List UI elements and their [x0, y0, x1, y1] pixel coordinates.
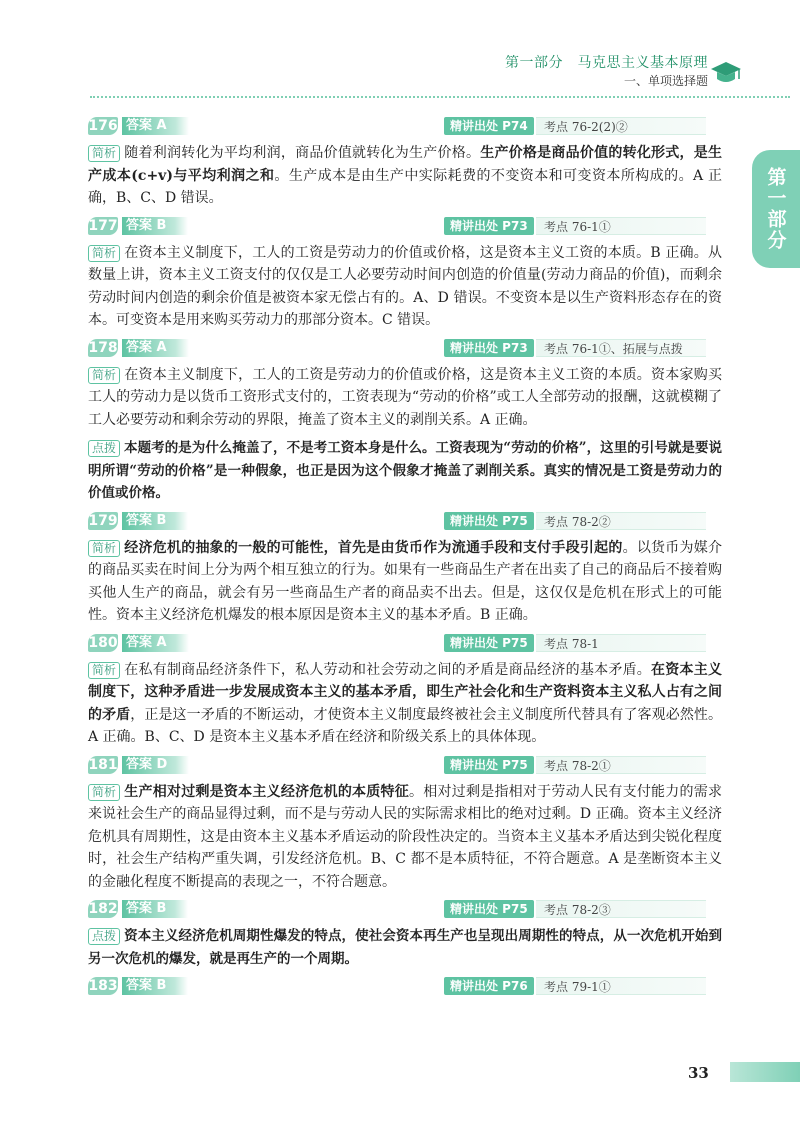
answer-label: 答案 B — [122, 217, 188, 235]
paragraph-text: 。生产成本是由生产中实际耗费的不变资本和可变资本所构成的。A 正确，B、C、D 错误。 — [88, 167, 723, 206]
emphasis-text: 在资本主义制度下，这种矛盾进一步发展成资本主义的基本矛盾，即生产社会化和生产资料资本主义私人占有之间的矛盾 — [88, 661, 722, 723]
question-number: 183 — [88, 978, 118, 994]
header-subtitle: 一、单项选择题 — [623, 74, 708, 88]
question-number: 176 — [88, 118, 118, 134]
question-number: 179 — [88, 512, 118, 529]
question-number: 177 — [88, 217, 118, 234]
analysis-tag: 简析 — [88, 245, 120, 262]
analysis-tag: 简析 — [88, 540, 120, 557]
question-block — [88, 755, 722, 894]
source-reference: 精讲出处 P74 — [444, 117, 534, 135]
paragraph-text: ，正是这一矛盾的不断运动，才使资本主义制度最终被社会主义制度所代替具有了客观必然性。A 正确。B、C、D 是资本主义基本矛盾在经济和阶级关系上的具体体现。 — [88, 706, 723, 745]
question-block — [88, 633, 722, 749]
source-reference: 精讲出处 P73 — [444, 217, 534, 235]
question-header — [88, 755, 722, 777]
question-block — [88, 511, 722, 627]
tip-tag: 点拨 — [88, 440, 120, 457]
section-side-tab — [752, 150, 800, 268]
analysis-paragraph — [88, 364, 722, 432]
question-header — [88, 511, 722, 533]
answer-label: 答案 B — [122, 977, 188, 995]
analysis-tag: 简析 — [88, 662, 120, 679]
question-header — [88, 976, 722, 998]
answer-label: 答案 B — [122, 900, 188, 918]
side-tab-label: 第一部分 — [764, 167, 787, 251]
answer-label: 答案 B — [122, 512, 188, 530]
exam-point: 考点 79-1① — [536, 977, 706, 995]
answer-label: 答案 A — [122, 117, 189, 135]
footer-band — [730, 1062, 800, 1082]
emphasis-text: 生产价格是商品价值的转化形式，是生产成本(c+v)与平均利润之和 — [88, 145, 723, 184]
analysis-paragraph — [88, 142, 722, 210]
analysis-tag: 简析 — [88, 367, 120, 384]
paragraph-text: 随着利润转化为平均利润，商品价值就转化为生产价格。 — [124, 145, 481, 161]
question-number: 178 — [88, 339, 118, 356]
analysis-paragraph — [88, 242, 722, 332]
exam-point: 考点 78-2② — [536, 512, 706, 530]
tip-paragraph — [88, 925, 722, 970]
analysis-tag: 简析 — [88, 784, 120, 801]
paragraph-text: 在资本主义制度下，工人的工资是劳动力的价值或价格，这是资本主义工资的本质。资本家购买工人的劳动力是以货币工资形式支付的，工资表现为“劳动的价格”或工人全部劳动的报酬，这就模糊了工人必要劳动和剩余劳动的界限，掩盖了资本主义的剥削关系。A 正确。 — [88, 366, 722, 428]
paragraph-text: 资本主义经济危机周期性爆发的特点，使社会资本再生产也呈现出周期性的特点，从一次危机开始到另一次危机的爆发，就是再生产的一个周期。 — [88, 928, 722, 967]
paragraph-text: 在私有制商品经济条件下，私人劳动和社会劳动之间的矛盾是商品经济的基本矛盾。 — [124, 661, 652, 678]
question-number: 180 — [88, 634, 118, 651]
page-number: 33 — [688, 1064, 709, 1082]
tip-tag: 点拨 — [88, 928, 120, 945]
question-block — [88, 216, 722, 332]
exam-point: 考点 78-2① — [536, 756, 706, 774]
emphasis-text: 经济危机的抽象的一般的可能性，首先是由货币作为流通手段和支付手段引起的 — [124, 539, 623, 556]
question-header — [88, 216, 722, 238]
page-header — [0, 48, 800, 98]
source-reference: 精讲出处 P75 — [444, 756, 534, 774]
question-block — [88, 338, 722, 505]
answer-label: 答案 A — [122, 634, 189, 652]
answer-label: 答案 A — [122, 339, 189, 357]
paragraph-text: 。以货币为媒介的商品买卖在时间上分为两个相互独立的行为。如果有一些商品生产者在出卖了自己的商品后不接着购买他人生产的商品，就会有另一些商品生产者的商品卖不出去。但是，这仅仅是危机在形式上的可能性。资本主义经济危机爆发的根本原因是资本主义的基本矛盾。B 正确。 — [88, 539, 723, 623]
source-reference: 精讲出处 P73 — [444, 339, 534, 357]
question-header — [88, 899, 722, 921]
tip-paragraph — [88, 437, 722, 505]
paragraph-text: 。相对过剩是指相对于劳动人民有支付能力的需求来说社会生产的商品显得过剩，而不是与劳动人民的实际需求相比的绝对过剩。D 正确。资本主义经济危机具有周期性，这是由资本主义基本矛盾运动的阶段性决定的。当资本主义基本矛盾达到尖锐化程度时，社会生产结构严重失调，引发经济危机。B、C 都不是本质特征，不符合题意。A 是垄断资本主义的金融化程度不断提高的表现之一，不符合题意。 — [88, 783, 723, 890]
question-block — [88, 899, 722, 970]
question-header — [88, 633, 722, 655]
paragraph-text: 在资本主义制度下，工人的工资是劳动力的价值或价格，这是资本主义工资的本质。B 正确。从数量上讲，资本主义工资支付的仅仅是工人必要劳动时间内创造的价值量(劳动力商品的价值)，而剩余劳动时间内创造的剩余价值是被资本家无偿占有的。A、D 错误。不变资本是以生产资料形态存在的资本。可变资本是用来购买劳动力的那部分资本。C 错误。 — [88, 244, 722, 328]
graduation-cap-icon — [710, 60, 742, 86]
source-reference: 精讲出处 P75 — [444, 512, 534, 530]
answer-list — [88, 116, 722, 1002]
emphasis-text: 生产相对过剩是资本主义经济危机的本质特征 — [124, 783, 410, 800]
source-reference: 精讲出处 P75 — [444, 900, 534, 918]
exam-point: 考点 78-2③ — [536, 900, 706, 918]
analysis-paragraph — [88, 781, 722, 894]
question-header — [88, 338, 722, 360]
question-block — [88, 976, 722, 998]
question-number: 182 — [88, 901, 118, 917]
exam-point: 考点 78-1 — [536, 634, 706, 652]
source-reference: 精讲出处 P76 — [444, 977, 534, 995]
header-divider — [90, 96, 790, 98]
analysis-paragraph — [88, 659, 722, 749]
header-title: 第一部分 马克思主义基本原理 — [505, 55, 708, 71]
exam-point: 考点 76-1① — [536, 217, 706, 235]
question-number: 181 — [88, 756, 118, 773]
analysis-tag: 简析 — [88, 145, 120, 162]
source-reference: 精讲出处 P75 — [444, 634, 534, 652]
paragraph-text: 本题考的是为什么掩盖了，不是考工资本身是什么。工资表现为“劳动的价格”，这里的引号就是要说明所谓“劳动的价格”是一种假象，也正是因为这个假象才掩盖了剥削关系。真实的情况是工资是劳动力的价值或价格。 — [88, 440, 722, 501]
exam-point: 考点 76-1①、拓展与点拨 — [536, 339, 706, 357]
answer-label: 答案 D — [122, 756, 189, 774]
exam-point: 考点 76-2(2)② — [536, 117, 706, 135]
question-block — [88, 116, 722, 210]
question-header — [88, 116, 722, 138]
analysis-paragraph — [88, 537, 722, 627]
